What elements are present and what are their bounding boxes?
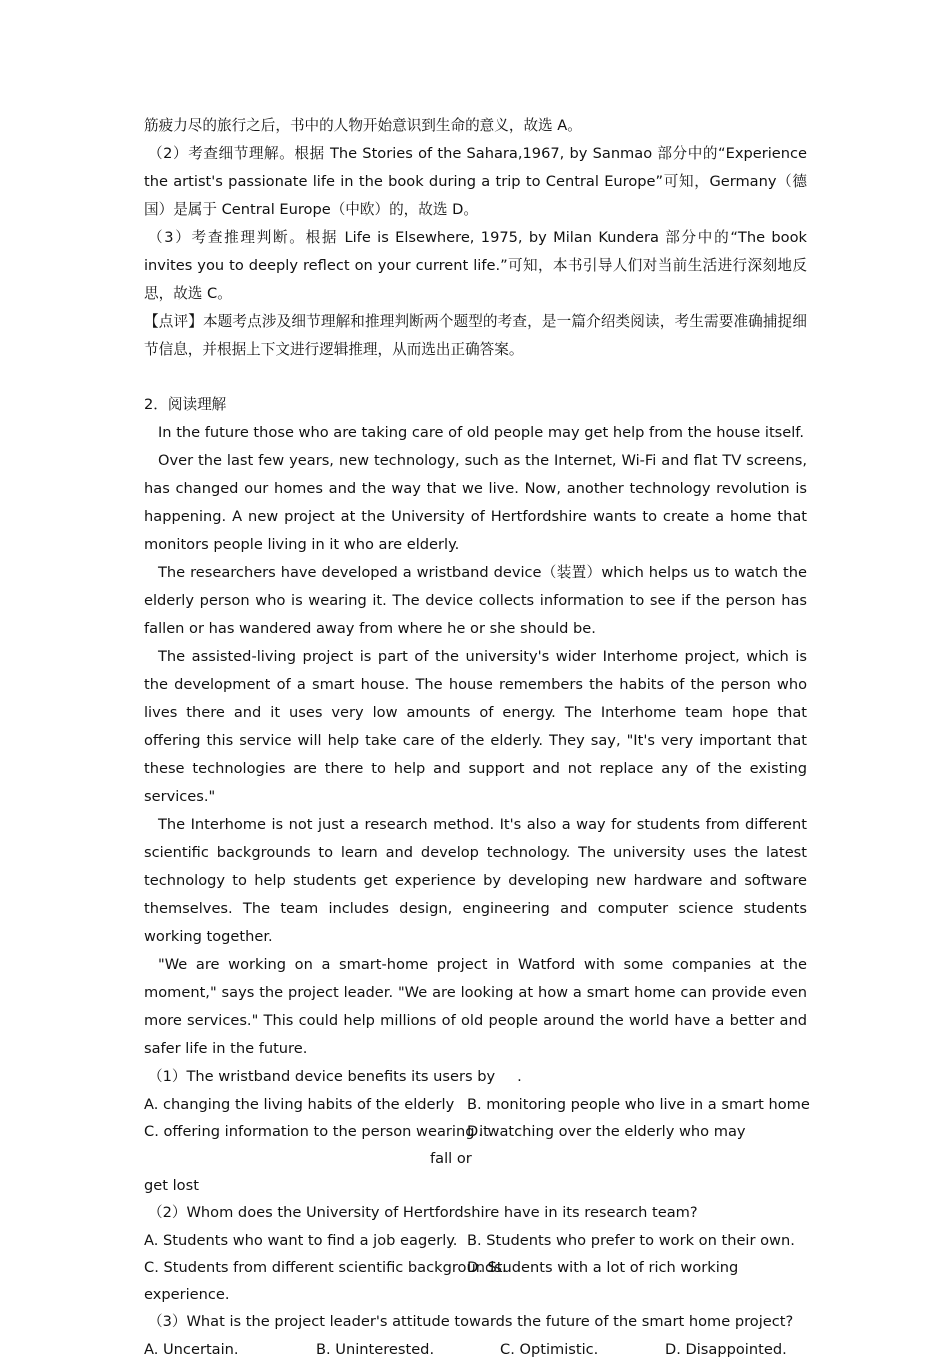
question-2-option-d-wrap: experience. bbox=[144, 1286, 230, 1303]
question-2-options-row-1 bbox=[144, 1227, 807, 1254]
question-1-text: （1）The wristband device benefits its users by bbox=[148, 1068, 496, 1085]
passage-paragraph-3: The researchers have developed a wristband device（装置）which helps us to watch the elderly person who is wearing it. The device collects information to see if the person has fallen or has wandered away from where he or she should be. bbox=[144, 564, 807, 637]
question-3-option-d[interactable]: D. Disappointed. bbox=[665, 1341, 787, 1358]
question-2-option-b[interactable]: B. Students who prefer to work on their own. bbox=[467, 1232, 795, 1249]
answer-explanation-2: （2）考查细节理解。根据 The Stories of the Sahara,1967, by Sanmao 部分中的“Experience the artist's passionate life in the book during a trip to Central Europe”可知，Germany（德国）是属于 Central Europe（中欧）的，故选 D。 bbox=[144, 145, 807, 218]
previous-answer-continuation: 筋疲力尽的旅行之后，书中的人物开始意识到生命的意义，故选 A。 bbox=[144, 117, 582, 134]
question-2-option-a[interactable]: A. Students who want to find a job eagerly. bbox=[144, 1232, 458, 1249]
question-2-option-d-head[interactable]: D. Students with a lot of rich working bbox=[467, 1259, 739, 1276]
question-3-options-row bbox=[144, 1336, 807, 1363]
section-gap bbox=[144, 364, 807, 391]
question-3-stem: （3）What is the project leader's attitude towards the future of the smart home project? bbox=[148, 1313, 794, 1330]
question-3-option-a[interactable]: A. Uncertain. bbox=[144, 1341, 239, 1358]
passage-paragraph-6: "We are working on a smart-home project in Watford with some companies at the moment," says the project leader. "We are looking at how a smart home can provide even more services." This could help millions of old people around the world have a better and safer life in the future. bbox=[144, 956, 807, 1057]
question-2-option-c[interactable]: C. Students from different scientific backgrounds. bbox=[144, 1259, 507, 1276]
passage-paragraph-1: In the future those who are taking care of old people may get help from the house itself. bbox=[158, 424, 805, 441]
answer-comment: 【点评】本题考点涉及细节理解和推理判断两个题型的考查，是一篇介绍类阅读，考生需要准确捕捉细节信息，并根据上下文进行逻辑推理，从而选出正确答案。 bbox=[144, 313, 807, 358]
document-page bbox=[144, 112, 810, 1363]
passage-paragraph-2: Over the last few years, new technology, such as the Internet, Wi-Fi and flat TV screens, has changed our homes and the way that we live. Now, another technology revolution is happening. A new project at the University of Hertfordshire wants to create a home that monitors people living in it who are elderly. bbox=[144, 452, 807, 553]
question-3-option-c[interactable]: C. Optimistic. bbox=[500, 1341, 599, 1358]
question-1-option-d[interactable]: D. watching over the elderly who may fall or bbox=[430, 1123, 746, 1167]
question-1-options-row-2 bbox=[144, 1118, 807, 1172]
question-1-option-d-wrap: get lost bbox=[144, 1177, 199, 1194]
question-2-options-row-2 bbox=[144, 1254, 807, 1281]
answer-explanation-3: （3）考查推理判断。根据 Life is Elsewhere, 1975, by Milan Kundera 部分中的“The book invites you to deeply reflect on your current life.”可知，本书引导人们对当前生活进行深刻地反思，故选 C。 bbox=[144, 229, 807, 302]
question-1-period: . bbox=[517, 1068, 522, 1085]
question-1-option-a[interactable]: A. changing the living habits of the elderly bbox=[144, 1096, 455, 1113]
question-1-stem bbox=[144, 1063, 807, 1091]
question-1-option-c[interactable]: C. offering information to the person wearing it bbox=[144, 1123, 489, 1140]
question-1-options-row-1 bbox=[144, 1091, 810, 1118]
question-1-option-b[interactable]: B. monitoring people who live in a smart home bbox=[467, 1096, 810, 1113]
section-heading: 2．阅读理解 bbox=[144, 396, 227, 413]
passage-paragraph-5: The Interhome is not just a research method. It's also a way for students from different scientific backgrounds to learn and develop technology. The university uses the latest technology to help students get experience by developing new hardware and software themselves. The team includes design, engineering and computer science students working together. bbox=[144, 816, 807, 945]
question-2-stem: （2）Whom does the University of Hertfordshire have in its research team? bbox=[148, 1204, 698, 1221]
passage-paragraph-4: The assisted-living project is part of the university's wider Interhome project, which is the development of a smart house. The house remembers the habits of the person who lives there and it uses very low amounts of energy. The Interhome team hope that offering this service will help take care of the elderly. They say, "It's very important that these technologies are there to help and support and not replace any of the existing services." bbox=[144, 648, 807, 805]
question-3-option-b[interactable]: B. Uninterested. bbox=[316, 1341, 435, 1358]
